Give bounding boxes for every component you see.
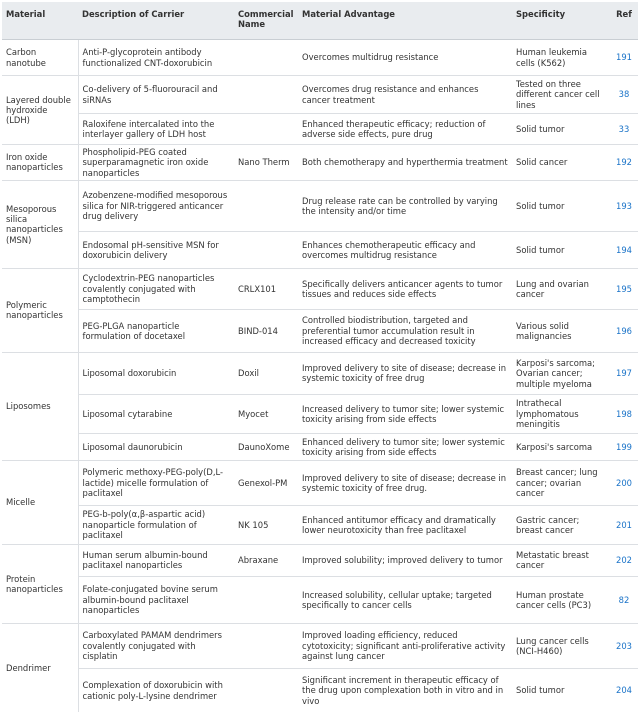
- description-cell: Cyclodextrin-PEG nanoparticles covalently conjugated with camptothecin: [78, 268, 234, 309]
- advantage-cell: Overcomes drug resistance and enhances cancer treatment: [298, 76, 512, 114]
- ref-link[interactable]: 204: [610, 668, 638, 712]
- advantage-cell: Controlled biodistribution, targeted and preferential tumor accumulation result in increased efficacy and decreased toxicity: [298, 309, 512, 352]
- specificity-cell: Lung and ovarian cancer: [512, 268, 610, 309]
- advantage-cell: Significant increment in therapeutic efficacy of the drug upon complexation both in vitro and in vivo: [298, 668, 512, 712]
- specificity-cell: Karposi's sarcoma; Ovarian cancer; multiple myeloma: [512, 352, 610, 394]
- table-row: [2, 544, 638, 576]
- table-row: [2, 231, 638, 268]
- specificity-cell: Solid tumor: [512, 114, 610, 145]
- commercial-name-cell: Doxil: [234, 352, 298, 394]
- advantage-cell: Improved delivery to site of disease; decrease in systemic toxicity of free drug: [298, 352, 512, 394]
- table-row: [2, 76, 638, 114]
- material-cell: Iron oxide nanoparticles: [2, 145, 78, 181]
- description-cell: Liposomal daunorubicin: [78, 433, 234, 460]
- ref-link[interactable]: 203: [610, 623, 638, 668]
- material-cell: Liposomes: [2, 352, 78, 460]
- header-commercial-name: Commercial Name: [234, 2, 298, 40]
- commercial-name-cell: BIND-014: [234, 309, 298, 352]
- ref-link[interactable]: 192: [610, 145, 638, 181]
- specificity-cell: Solid tumor: [512, 231, 610, 268]
- specificity-cell: Human prostate cancer cells (PC3): [512, 576, 610, 623]
- advantage-cell: Improved loading efficiency, reduced cytotoxicity; significant anti-proliferative activity against lung cancer: [298, 623, 512, 668]
- description-cell: Anti-P-glycoprotein antibody functionalized CNT-doxorubicin: [78, 40, 234, 76]
- table-row: [2, 180, 638, 231]
- commercial-name-cell: [234, 623, 298, 668]
- advantage-cell: Drug release rate can be controlled by varying the intensity and/or time: [298, 180, 512, 231]
- advantage-cell: Enhanced antitumor efficacy and dramatically lower neurotoxicity than free paclitaxel: [298, 505, 512, 544]
- table-body: [2, 40, 638, 713]
- description-cell: PEG-PLGA nanoparticle formulation of docetaxel: [78, 309, 234, 352]
- commercial-name-cell: [234, 231, 298, 268]
- advantage-cell: Enhanced delivery to tumor site; lower systemic toxicity arising from side effects: [298, 433, 512, 460]
- ref-link[interactable]: 33: [610, 114, 638, 145]
- material-cell: Polymeric nanoparticles: [2, 268, 78, 352]
- description-cell: Polymeric methoxy-PEG-poly(D,L-lactide) micelle formulation of paclitaxel: [78, 460, 234, 505]
- table-row: [2, 145, 638, 181]
- advantage-cell: Enhances chemotherapeutic efficacy and overcomes multidrug resistance: [298, 231, 512, 268]
- commercial-name-cell: [234, 76, 298, 114]
- table-row: [2, 576, 638, 623]
- ref-link[interactable]: 202: [610, 544, 638, 576]
- specificity-cell: Lung cancer cells (NCI-H460): [512, 623, 610, 668]
- commercial-name-cell: Nano Therm: [234, 145, 298, 181]
- header-specificity: Specificity: [512, 2, 610, 40]
- material-cell: Mesoporous silica nanoparticles (MSN): [2, 180, 78, 268]
- table-row: [2, 433, 638, 460]
- specificity-cell: Metastatic breast cancer: [512, 544, 610, 576]
- material-cell: Layered double hydroxide (LDH): [2, 76, 78, 145]
- description-cell: Endosomal pH-sensitive MSN for doxorubicin delivery: [78, 231, 234, 268]
- commercial-name-cell: Myocet: [234, 394, 298, 433]
- ref-link[interactable]: 191: [610, 40, 638, 76]
- material-cell: Dendrimer: [2, 623, 78, 712]
- advantage-cell: Overcomes multidrug resistance: [298, 40, 512, 76]
- specificity-cell: Breast cancer; lung cancer; ovarian cancer: [512, 460, 610, 505]
- header-row: [2, 2, 638, 40]
- header-material-advantage: Material Advantage: [298, 2, 512, 40]
- description-cell: Phospholipid-PEG coated superparamagnetic iron oxide nanoparticles: [78, 145, 234, 181]
- commercial-name-cell: [234, 114, 298, 145]
- material-cell: Protein nanoparticles: [2, 544, 78, 623]
- advantage-cell: Improved solubility; improved delivery to tumor: [298, 544, 512, 576]
- advantage-cell: Improved delivery to site of disease; decrease in systemic toxicity of free drug.: [298, 460, 512, 505]
- commercial-name-cell: [234, 576, 298, 623]
- table-row: [2, 309, 638, 352]
- description-cell: Human serum albumin-bound paclitaxel nanoparticles: [78, 544, 234, 576]
- ref-link[interactable]: 82: [610, 576, 638, 623]
- header-description: Description of Carrier: [78, 2, 234, 40]
- table-row: [2, 114, 638, 145]
- specificity-cell: Intrathecal lymphomatous meningitis: [512, 394, 610, 433]
- carrier-table: [2, 2, 638, 712]
- specificity-cell: Various solid malignancies: [512, 309, 610, 352]
- commercial-name-cell: [234, 668, 298, 712]
- commercial-name-cell: DaunoXome: [234, 433, 298, 460]
- specificity-cell: Solid cancer: [512, 145, 610, 181]
- description-cell: Liposomal doxorubicin: [78, 352, 234, 394]
- advantage-cell: Increased solubility, cellular uptake; targeted specifically to cancer cells: [298, 576, 512, 623]
- description-cell: Folate-conjugated bovine serum albumin-bound paclitaxel nanoparticles: [78, 576, 234, 623]
- ref-link[interactable]: 194: [610, 231, 638, 268]
- ref-link[interactable]: 199: [610, 433, 638, 460]
- commercial-name-cell: [234, 180, 298, 231]
- description-cell: PEG-b-poly(α,β-aspartic acid) nanoparticle formulation of paclitaxel: [78, 505, 234, 544]
- ref-link[interactable]: 198: [610, 394, 638, 433]
- description-cell: Co-delivery of 5-fluorouracil and siRNAs: [78, 76, 234, 114]
- commercial-name-cell: Abraxane: [234, 544, 298, 576]
- material-cell: Micelle: [2, 460, 78, 544]
- table-row: [2, 40, 638, 76]
- advantage-cell: Both chemotherapy and hyperthermia treatment: [298, 145, 512, 181]
- ref-link[interactable]: 200: [610, 460, 638, 505]
- commercial-name-cell: NK 105: [234, 505, 298, 544]
- table-row: [2, 623, 638, 668]
- ref-link[interactable]: 197: [610, 352, 638, 394]
- commercial-name-cell: CRLX101: [234, 268, 298, 309]
- description-cell: Complexation of doxorubicin with cationic poly-L-lysine dendrimer: [78, 668, 234, 712]
- table-row: [2, 668, 638, 712]
- ref-link[interactable]: 195: [610, 268, 638, 309]
- table-row: [2, 352, 638, 394]
- advantage-cell: Specifically delivers anticancer agents to tumor tissues and reduces side effects: [298, 268, 512, 309]
- header-ref: Ref: [610, 2, 638, 40]
- ref-link[interactable]: 196: [610, 309, 638, 352]
- specificity-cell: Gastric cancer; breast cancer: [512, 505, 610, 544]
- specificity-cell: Karposi's sarcoma: [512, 433, 610, 460]
- description-cell: Azobenzene-modified mesoporous silica for NIR-triggered anticancer drug delivery: [78, 180, 234, 231]
- specificity-cell: Solid tumor: [512, 668, 610, 712]
- table-row: [2, 394, 638, 433]
- commercial-name-cell: [234, 40, 298, 76]
- header-material: Material: [2, 2, 78, 40]
- specificity-cell: Human leukemia cells (K562): [512, 40, 610, 76]
- specificity-cell: Tested on three different cancer cell lines: [512, 76, 610, 114]
- advantage-cell: Increased delivery to tumor site; lower systemic toxicity arising from side effects: [298, 394, 512, 433]
- specificity-cell: Solid tumor: [512, 180, 610, 231]
- table-row: [2, 505, 638, 544]
- advantage-cell: Enhanced therapeutic efficacy; reduction of adverse side effects, pure drug: [298, 114, 512, 145]
- ref-link[interactable]: 201: [610, 505, 638, 544]
- description-cell: Raloxifene intercalated into the interlayer gallery of LDH host: [78, 114, 234, 145]
- table-row: [2, 460, 638, 505]
- description-cell: Carboxylated PAMAM dendrimers covalently conjugated with cisplatin: [78, 623, 234, 668]
- material-cell: Carbon nanotube: [2, 40, 78, 76]
- table-row: [2, 268, 638, 309]
- ref-link[interactable]: 38: [610, 76, 638, 114]
- description-cell: Liposomal cytarabine: [78, 394, 234, 433]
- commercial-name-cell: Genexol-PM: [234, 460, 298, 505]
- ref-link[interactable]: 193: [610, 180, 638, 231]
